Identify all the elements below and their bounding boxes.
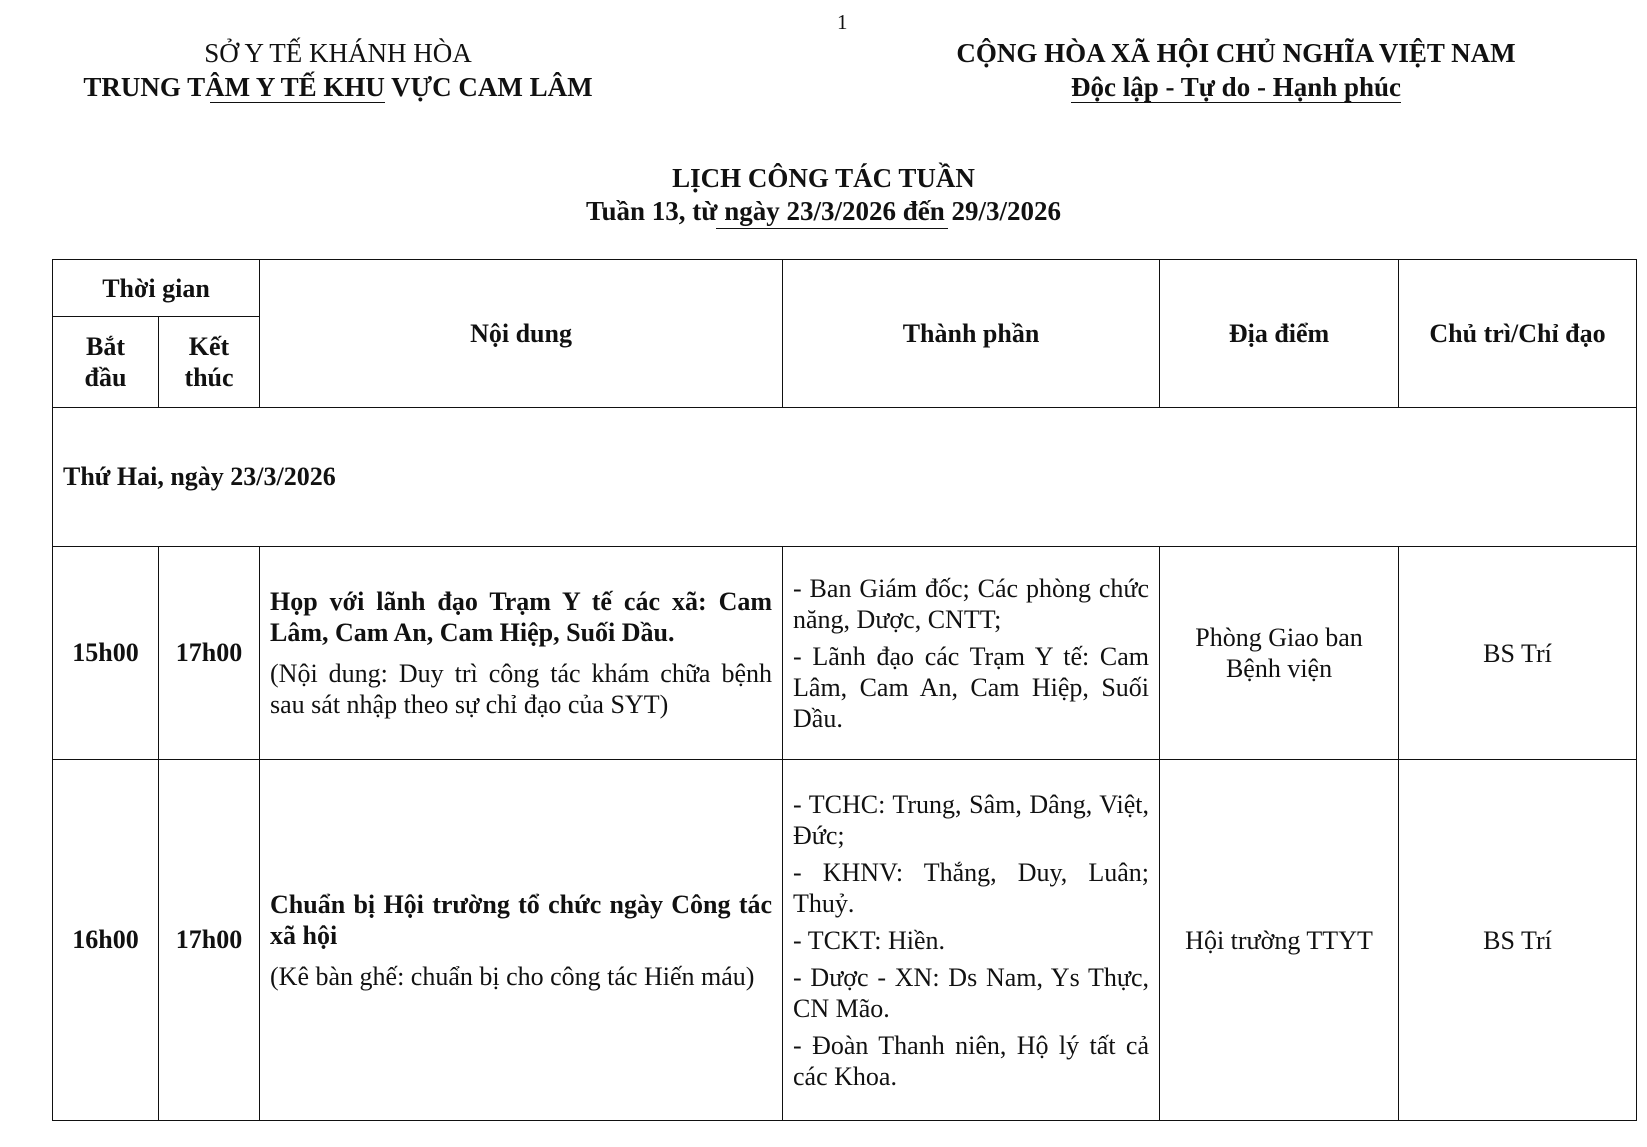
row-end-time: 17h00 xyxy=(159,760,260,1121)
table-row xyxy=(53,547,1637,760)
member-line: - Dược - XN: Ds Nam, Ys Thực, CN Mão. xyxy=(793,962,1150,1023)
member-line: - KHNV: Thắng, Duy, Luân; Thuỷ. xyxy=(793,857,1150,918)
row-members xyxy=(783,547,1160,760)
row-content-detail: (Nội dung: Duy trì công tác khám chữa bệnh sau sát nhập theo sự chỉ đạo của SYT) xyxy=(270,659,773,719)
header-right xyxy=(930,36,1542,104)
row-start-time: 16h00 xyxy=(53,760,159,1121)
row-location: Phòng Giao ban Bệnh viện xyxy=(1160,547,1399,760)
row-chair: BS Trí xyxy=(1399,547,1637,760)
day-label: Thứ Hai, ngày 23/3/2026 xyxy=(53,408,1637,547)
member-line: - TCKT: Hiền. xyxy=(793,925,946,955)
header-chair: Chủ trì/Chỉ đạo xyxy=(1399,260,1637,408)
header-start: Bắt đầu xyxy=(53,317,159,408)
header-left xyxy=(58,36,618,104)
document-title xyxy=(0,162,1647,228)
schedule-table xyxy=(52,259,1637,1121)
row-start-time: 15h00 xyxy=(53,547,159,760)
title-main: LỊCH CÔNG TÁC TUẦN xyxy=(672,163,975,193)
title-underline xyxy=(716,228,948,229)
header-left-underline xyxy=(210,102,385,103)
header-location: Địa điểm xyxy=(1160,260,1399,408)
country-name: CỘNG HÒA XÃ HỘI CHỦ NGHĨA VIỆT NAM xyxy=(956,38,1516,68)
row-content-detail: (Kê bàn ghế: chuẩn bị cho công tác Hiến máu) xyxy=(270,961,755,991)
header-time-group: Thời gian xyxy=(53,260,260,317)
header-content: Nội dung xyxy=(260,260,783,408)
row-content-title: Họp với lãnh đạo Trạm Y tế các xã: Cam Lâm, Cam An, Cam Hiệp, Suối Dầu. xyxy=(270,587,773,647)
page-number: 1 xyxy=(837,10,848,34)
row-members xyxy=(783,760,1160,1121)
table-row xyxy=(53,760,1637,1121)
national-motto: Độc lập - Tự do - Hạnh phúc xyxy=(1070,72,1402,102)
title-sub: Tuần 13, từ ngày 23/3/2026 đến 29/3/2026 xyxy=(585,196,1062,226)
row-location: Hội trường TTYT xyxy=(1160,760,1399,1121)
row-end-time: 17h00 xyxy=(159,547,260,760)
member-line: - TCHC: Trung, Sâm, Dâng, Việt, Đức; xyxy=(793,789,1150,850)
member-line: - Đoàn Thanh niên, Hộ lý tất cả các Khoa. xyxy=(793,1030,1150,1091)
row-content xyxy=(260,760,783,1121)
member-line: - Lãnh đạo các Trạm Y tế: Cam Lâm, Cam An, Cam Hiệp, Suối Dầu. xyxy=(793,641,1150,733)
row-content xyxy=(260,547,783,760)
department-name: SỞ Y TẾ KHÁNH HÒA xyxy=(204,38,472,68)
row-chair: BS Trí xyxy=(1399,760,1637,1121)
header-end: Kết thúc xyxy=(159,317,260,408)
header-members: Thành phần xyxy=(783,260,1160,408)
center-name: TRUNG TÂM Y TẾ KHU VỰC CAM LÂM xyxy=(83,72,593,102)
member-line: - Ban Giám đốc; Các phòng chức năng, Dược, CNTT; xyxy=(793,573,1150,634)
row-content-title: Chuẩn bị Hội trường tổ chức ngày Công tác xã hội xyxy=(270,889,773,950)
